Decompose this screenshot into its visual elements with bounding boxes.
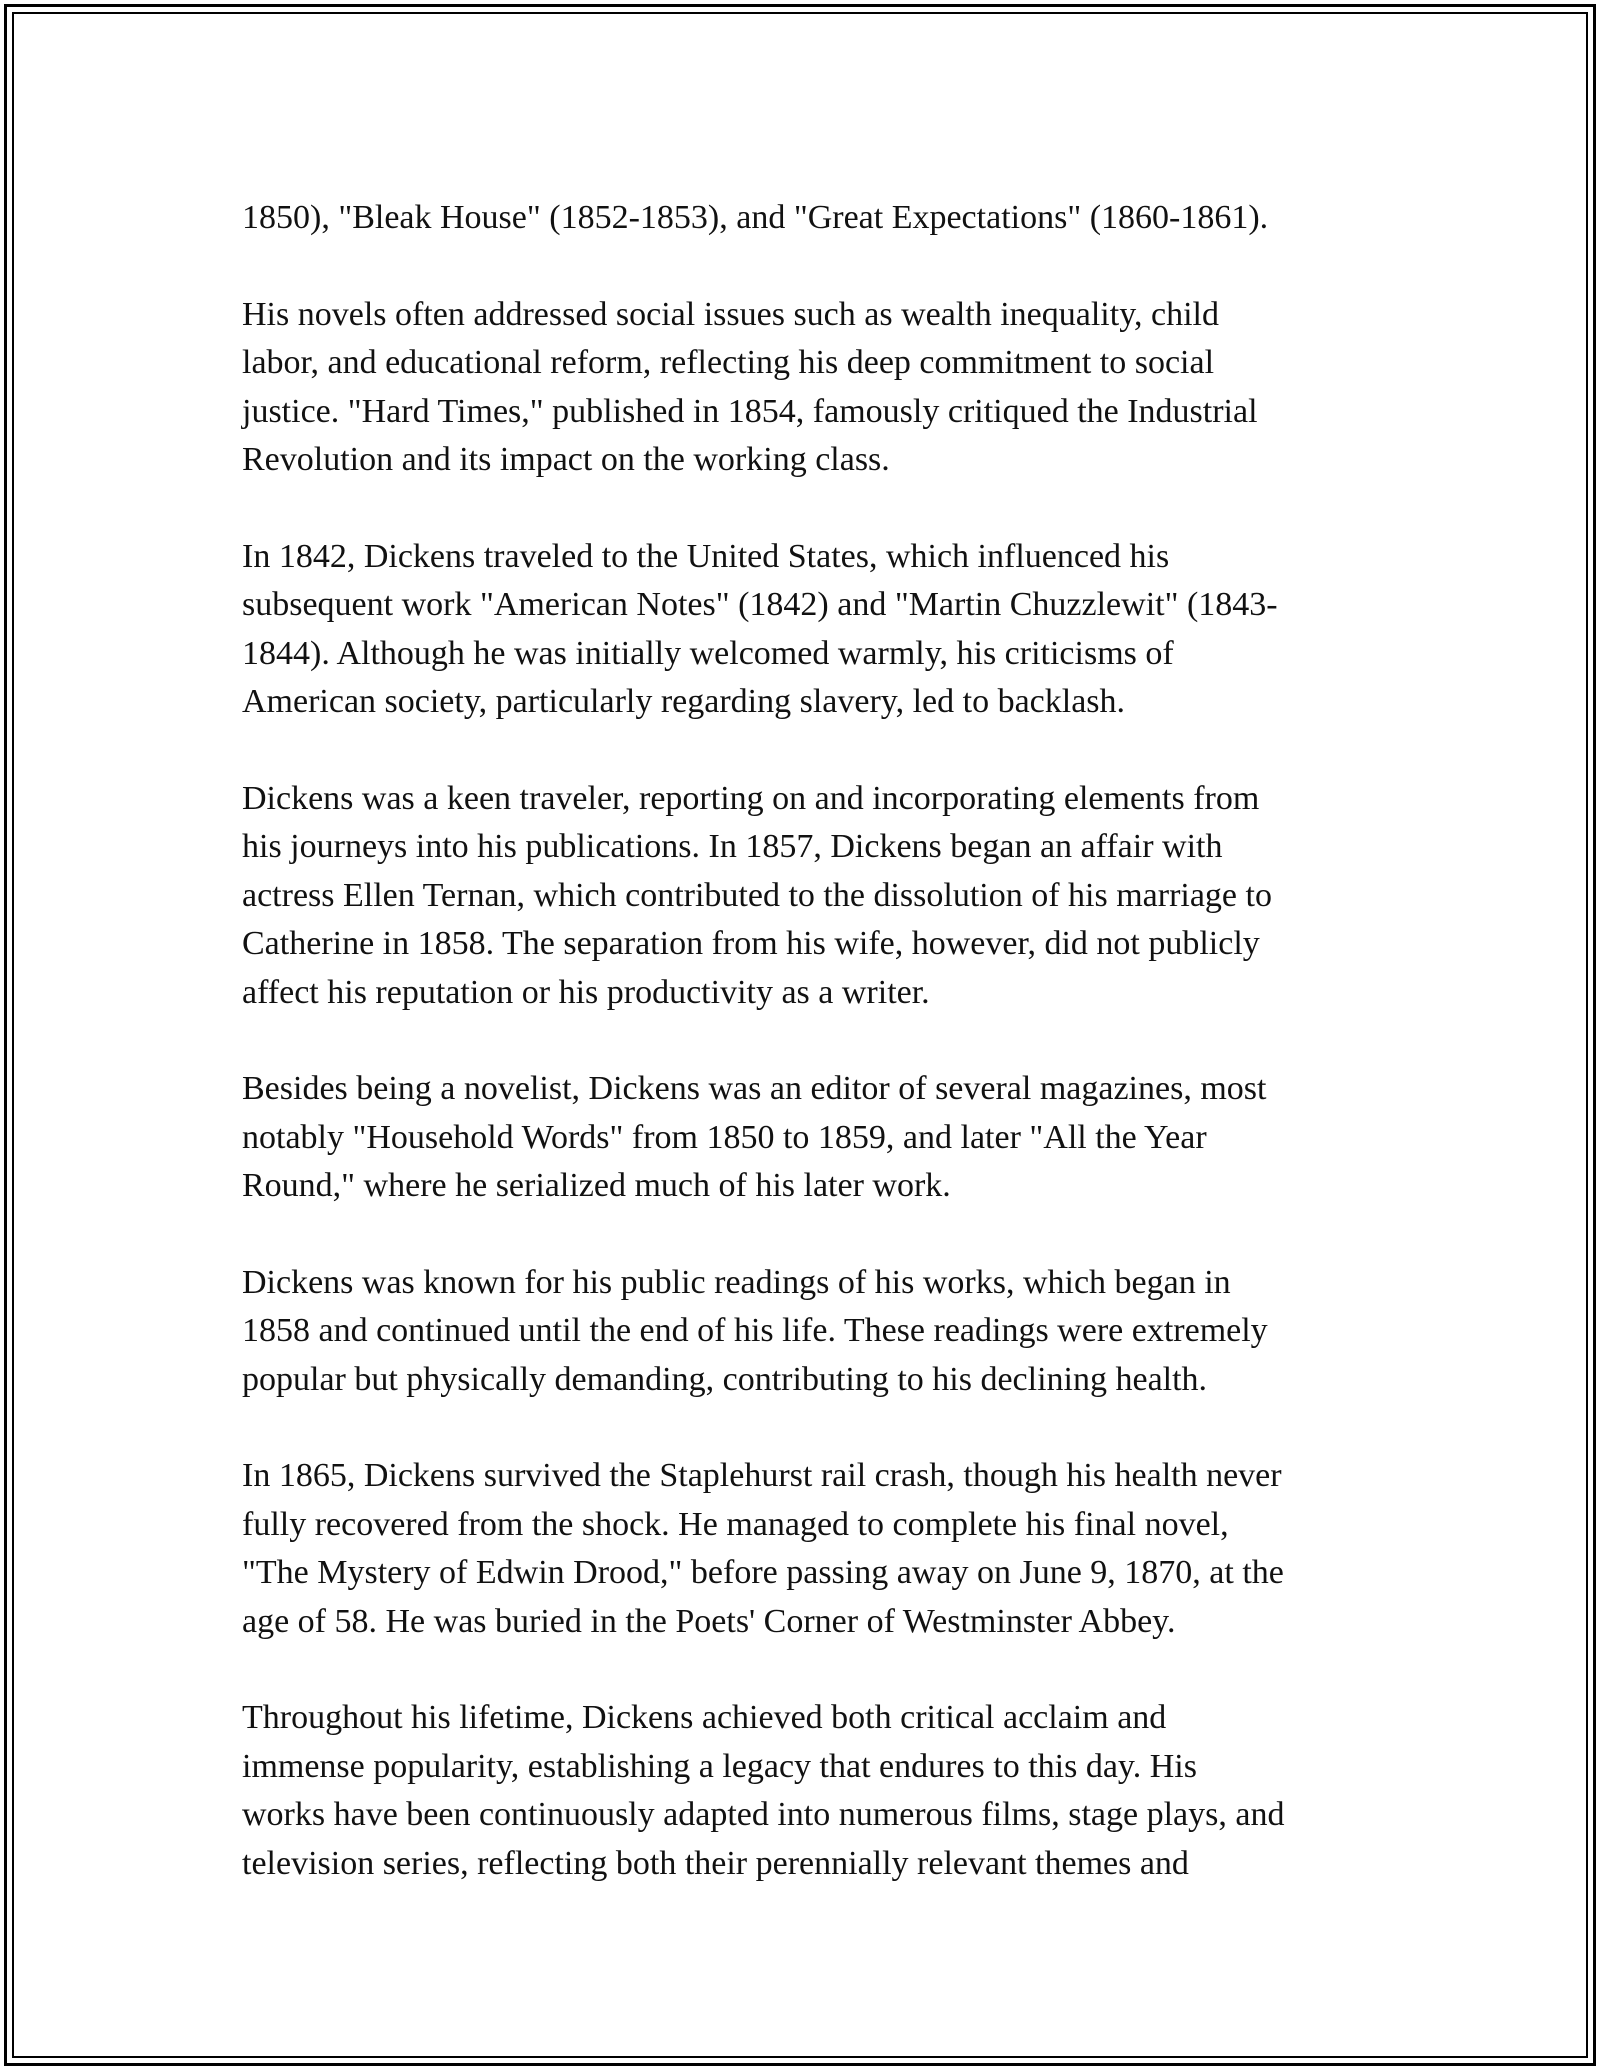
- paragraph-1: 1850), "Bleak House" (1852-1853), and "Great Expectations" (1860-1861).: [242, 199, 1269, 236]
- paragraph-3: In 1842, Dickens traveled to the United States, which influenced his subsequent work "American Notes" (1842) and "Martin Chuzzlewit" (1843- 1844). Although he was initially welcomed warmly, his criticisms of American society, particularly regarding slavery, led to backlash.: [242, 537, 1278, 720]
- page-frame: [4, 4, 1596, 2066]
- paragraph-6: Dickens was known for his public readings of his works, which began in 1858 and continued until the end of his life. These readings were extremely popular but physically demanding, contributing to his declining health.: [242, 1263, 1268, 1398]
- paragraph-4: Dickens was a keen traveler, reporting on and incorporating elements from his journeys into his publications. In 1857, Dickens began an affair with actress Ellen Ternan, which contributed to the dissolution of his marriage to Catherine in 1858. The separation from his wife, however, did not publicly affect his reputation or his productivity as a writer.: [242, 779, 1272, 1011]
- document-body: [242, 194, 1372, 1888]
- paragraph-5: Besides being a novelist, Dickens was an editor of several magazines, most notably "Household Words" from 1850 to 1859, and later "All the Year Round," where he serialized much of his later work.: [242, 1070, 1267, 1204]
- paragraph-8: Throughout his lifetime, Dickens achieved both critical acclaim and immense popularity, establishing a legacy that endures to this day. His works have been continuously adapted into numerous films, stage plays, and television series, reflecting both their perennially relevant themes and: [242, 1699, 1285, 1882]
- paragraph-2: His novels often addressed social issues such as wealth inequality, child labor, and educational reform, reflecting his deep commitment to social justice. "Hard Times," published in 1854, famously critiqued the Industrial Revolution and its impact on the working class.: [242, 295, 1258, 478]
- paragraph-7: In 1865, Dickens survived the Staplehurst rail crash, though his health never fully recovered from the shock. He managed to complete his final novel, "The Mystery of Edwin Drood," before passing away on June 9, 1870, at the age of 58. He was buried in the Poets' Corner of Westminster Abbey.: [242, 1457, 1284, 1640]
